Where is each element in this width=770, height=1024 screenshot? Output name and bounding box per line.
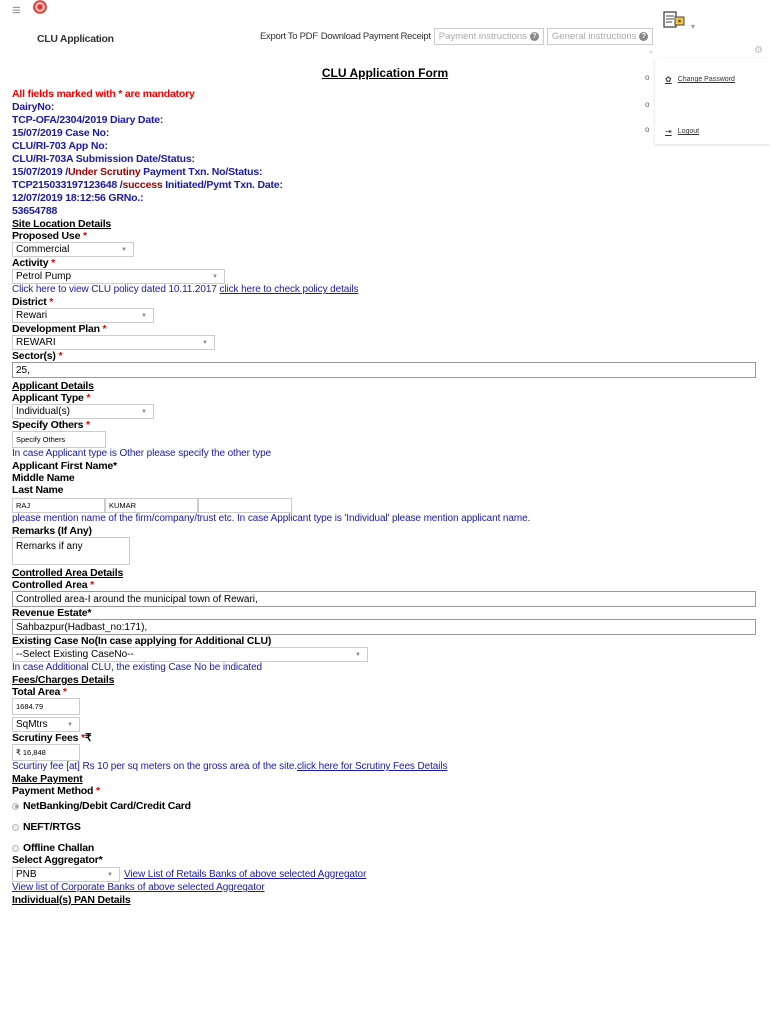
bullet-icon: o <box>645 100 650 109</box>
status-text: Under Scrutiny <box>68 166 141 178</box>
chevron-down-icon: ▼ <box>107 871 113 878</box>
logout-label: Logout <box>677 128 700 135</box>
applicant-details-header: Applicant Details <box>12 380 94 392</box>
chevron-down-icon: ▼ <box>121 246 127 253</box>
user-icon[interactable] <box>663 10 685 30</box>
name-help: please mention name of the firm/company/trust etc. In case Applicant type is 'Individual' please mention applicant name. <box>12 513 531 524</box>
development-plan-label: Development Plan * <box>12 323 107 335</box>
make-payment-header: Make Payment <box>12 773 83 785</box>
middle-name-input[interactable]: KUMAR <box>105 498 198 513</box>
payment-option-neft[interactable]: NEFT/RTGS <box>12 821 762 833</box>
info-line: CLU/RI-703 App No: <box>12 140 108 152</box>
remarks-textarea[interactable]: Remarks if any <box>12 537 130 565</box>
retail-banks-link-wrap <box>124 869 366 881</box>
form-title: CLU Application Form <box>321 66 449 80</box>
last-name-input[interactable] <box>198 498 292 513</box>
corporate-banks-link[interactable]: View list of Corporate Banks of above selected Aggregator <box>12 882 265 893</box>
chevron-down-icon: ▼ <box>67 721 73 728</box>
pan-details-header: Individual(s) PAN Details <box>12 894 131 906</box>
fees-charges-header: Fees/Charges Details <box>12 674 115 686</box>
info-line: DairyNo: <box>12 101 55 113</box>
question-icon: ? <box>639 32 648 41</box>
policy-help: Click here to view CLU policy dated 10.11.2017 click here to check policy details <box>12 284 359 295</box>
proposed-use-label: Proposed Use * <box>12 230 87 242</box>
activity-label: Activity * <box>12 257 55 269</box>
aggregator-select[interactable]: PNB ▼ <box>12 867 120 882</box>
proposed-use-select[interactable]: Commercial ▼ <box>12 242 134 257</box>
middle-name-label: Middle Name <box>12 472 75 484</box>
scrutiny-fees-input[interactable]: ₹ 16,848 <box>12 744 80 761</box>
last-name-label: Last Name <box>12 484 64 496</box>
corporate-banks-help <box>12 882 762 894</box>
payment-option-offline-challan[interactable]: Offline Challan <box>12 842 762 854</box>
radio-icon <box>12 845 19 852</box>
change-password-label: Change Password <box>677 76 735 83</box>
scrutiny-fees-label: Scrutiny Fees *₹ <box>12 732 92 744</box>
general-instructions-button[interactable] <box>547 28 653 45</box>
logo-icon <box>31 0 49 15</box>
bullet-icon: o <box>645 73 650 82</box>
name-fields-row <box>12 498 762 513</box>
info-line: 15/07/2019 Case No: <box>12 127 110 139</box>
applicant-type-select[interactable]: Individual(s) ▼ <box>12 404 154 419</box>
general-instructions-label: General instructions <box>551 31 637 42</box>
rupee-icon: ₹ <box>84 732 92 744</box>
scrutiny-help: Scurtiny fee [at] Rs 10 per sq meters on the gross area of the site.click here for Scrutiny Fees Details <box>12 761 448 772</box>
aggregator-row <box>12 867 762 882</box>
top-actions <box>260 28 653 45</box>
controlled-area-header: Controlled Area Details <box>12 567 124 579</box>
controlled-area-label: Controlled Area * <box>12 579 94 591</box>
info-line: 15/07/2019 /Under Scrutiny Payment Txn. No/Status: <box>12 166 263 178</box>
info-line: TCP215033197123648 /success Initiated/Pymt Txn. Date: <box>12 179 283 191</box>
activity-select[interactable]: Petrol Pump ▼ <box>12 269 225 284</box>
district-select[interactable]: Rewari ▼ <box>12 308 154 323</box>
info-line: CLU/RI-703A Submission Date/Status: <box>12 153 195 165</box>
chevron-down-icon: ▼ <box>355 651 361 658</box>
export-pdf-link[interactable]: Export To PDF <box>260 31 318 42</box>
menu-icon[interactable]: ≡ <box>12 2 21 19</box>
info-line: TCP-OFA/2304/2019 Diary Date: <box>12 114 164 126</box>
gear-icon: ✿ <box>665 75 672 84</box>
radio-icon <box>12 824 19 831</box>
select-aggregator-label: Select Aggregator* <box>12 854 103 866</box>
form-content <box>12 88 762 906</box>
existing-case-label: Existing Case No(In case applying for Additional CLU) <box>12 635 272 647</box>
total-area-input[interactable]: 1684.79 <box>12 698 80 715</box>
total-area-label: Total Area * <box>12 686 67 698</box>
first-name-input[interactable]: RAJ <box>12 498 105 513</box>
mandatory-note: All fields marked with * are mandatory <box>12 88 195 100</box>
payment-option-netbanking[interactable]: NetBanking/Debit Card/Credit Card <box>12 800 762 812</box>
district-label: District * <box>12 296 54 308</box>
development-plan-select[interactable]: REWARI ▼ <box>12 335 215 350</box>
logout-icon: ⇥ <box>665 127 672 136</box>
scrutiny-details-link[interactable]: click here for Scrutiny Fees Details <box>297 761 448 772</box>
controlled-area-field[interactable]: Controlled area-I around the municipal town of Rewari, <box>12 591 756 607</box>
info-line: 53654788 <box>12 205 58 217</box>
download-receipt-link[interactable]: Download Payment Receipt <box>320 31 431 42</box>
site-location-header: Site Location Details <box>12 218 112 230</box>
app-title: CLU Application <box>37 33 114 45</box>
chevron-down-icon: ▼ <box>202 339 208 346</box>
payment-method-label: Payment Method * <box>12 785 100 797</box>
info-line: 12/07/2019 18:12:56 GRNo.: <box>12 192 144 204</box>
bullet-icon: o <box>645 125 650 134</box>
revenue-estate-field[interactable]: Sahbazpur(Hadbast_no:171), <box>12 619 756 635</box>
question-icon: ? <box>530 32 539 41</box>
specify-others-help: In case Applicant type is Other please specify the other type <box>12 448 272 459</box>
applicant-type-label: Applicant Type * <box>12 392 91 404</box>
remarks-label: Remarks (If Any) <box>12 525 92 537</box>
resize-handle-icon: » <box>649 49 653 56</box>
policy-details-link[interactable]: click here to check policy details <box>219 284 359 295</box>
case-info-block <box>12 101 762 218</box>
gear-icon[interactable]: ⚙ <box>754 45 763 56</box>
payment-instructions-button[interactable] <box>434 28 544 45</box>
revenue-estate-label: Revenue Estate* <box>12 607 92 619</box>
first-name-label: Applicant First Name* <box>12 460 117 472</box>
sectors-label: Sector(s) * <box>12 350 63 362</box>
radio-selected-icon <box>12 803 19 810</box>
existing-case-help: In case Additional CLU, the existing Case No be indicated <box>12 662 263 673</box>
caret-down-icon[interactable]: ▾ <box>691 22 696 31</box>
chevron-down-icon: ▼ <box>141 312 147 319</box>
payment-status-text: success <box>122 179 163 191</box>
specify-others-input[interactable]: Specify Others <box>12 431 106 448</box>
chevron-down-icon: ▼ <box>141 408 147 415</box>
top-bar <box>0 0 770 64</box>
chevron-down-icon: ▼ <box>212 273 218 280</box>
area-unit-select[interactable]: SqMtrs ▼ <box>12 717 80 732</box>
sectors-field[interactable]: 25, <box>12 362 756 378</box>
payment-instructions-label: Payment instructions <box>438 31 527 42</box>
retail-banks-link[interactable]: View List of Retails Banks of above selected Aggregator <box>124 868 367 880</box>
specify-others-label: Specify Others * <box>12 419 90 431</box>
existing-case-select[interactable]: --Select Existing CaseNo-- ▼ <box>12 647 368 662</box>
